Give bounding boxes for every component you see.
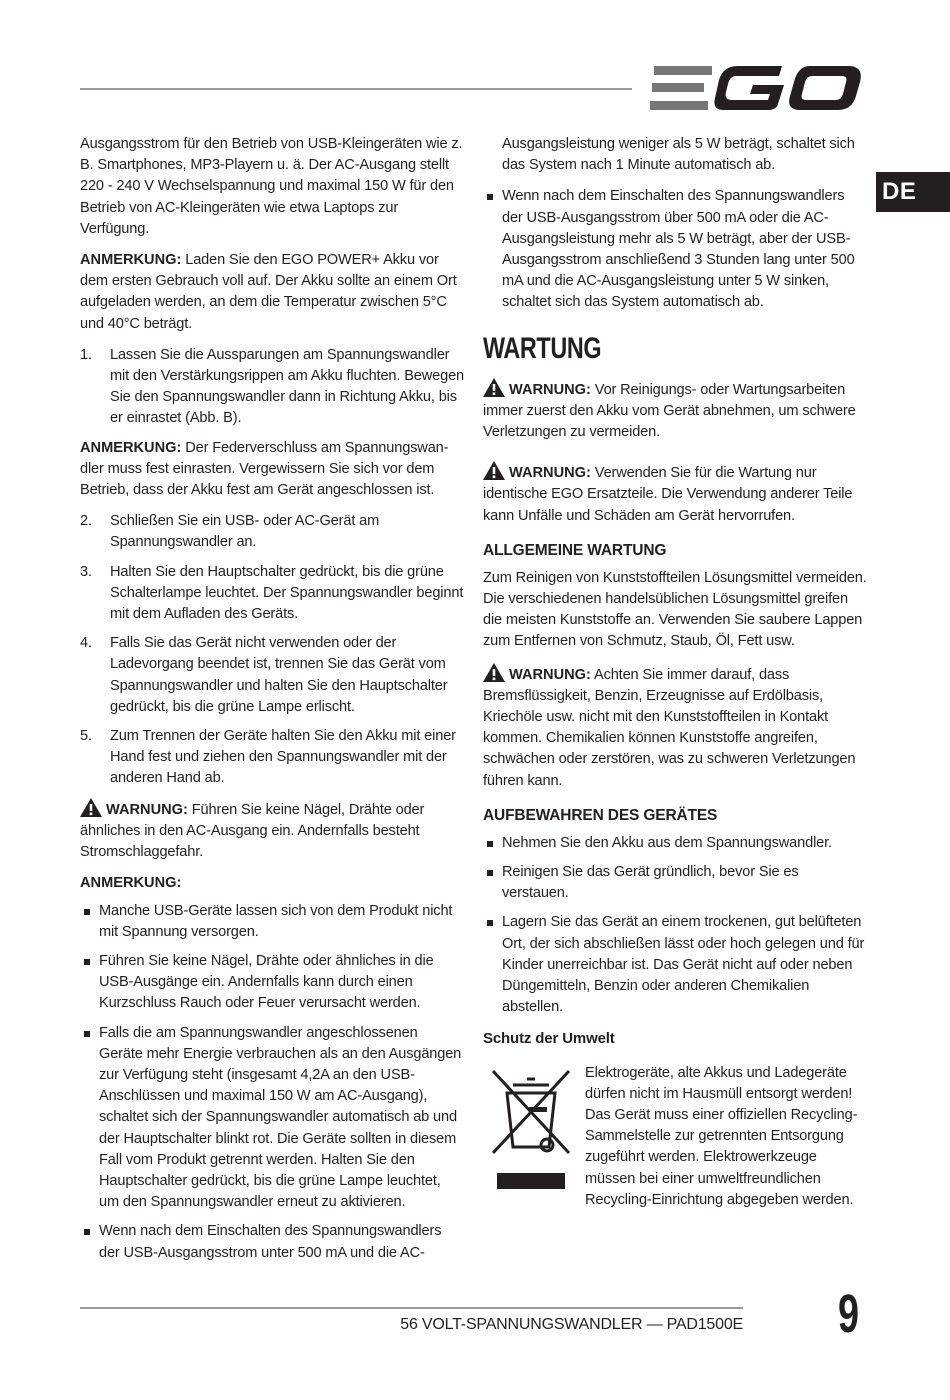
list-item: Reinigen Sie das Gerät gründlich, bevor Sie es verstauen. — [483, 862, 867, 904]
bullet-list — [483, 186, 867, 313]
warning-label: WARNUNG: — [509, 381, 591, 398]
list-item: Wenn nach dem Einschalten des Spannungswandlers der USB-Ausgangsstrom über 500 mA oder die AC-Ausgangsleistung mehr als 5 W beträgt, aber der USB-Ausgangsstrom anschließend 3 Stunden lang unter 500 mA und die AC-Ausgangsleistung unter 5 W sinken, schaltet sich das System automatisch ab. — [483, 186, 867, 313]
header-rule — [80, 88, 632, 90]
warning-text: Achten Sie immer darauf, dass Bremsflüssigkeit, Benzin, Erzeugnisse auf Erdölbasis, Kriechöle usw. nicht mit den Kunststoffteilen in Kontakt kommen. Chemikalien können Kunststoffe angreifen, schwächen oder zerstören, was zu schweren Verletzungen führen kann. — [483, 666, 856, 789]
warning-icon — [483, 663, 505, 682]
warning-paragraph — [483, 378, 867, 444]
note-label: ANMERKUNG: — [80, 252, 182, 269]
note-bullet-list — [80, 901, 464, 1264]
warning-text: Vor Reinigungs- oder Wartungsarbeiten immer zuerst den Akku vom Gerät abnehmen, um schwere Verletzungen zu vermeiden. — [483, 381, 856, 441]
list-item: Nehmen Sie den Akku aus dem Spannungswandler. — [483, 833, 867, 854]
warning-text: Verwenden Sie für die Wartung nur identische EGO Ersatzteile. Die Verwendung anderer Teile kann Unfälle und Schäden am Gerät hervorrufen. — [483, 465, 853, 524]
environment-block — [483, 1063, 867, 1211]
step-number: 4. — [80, 635, 92, 652]
step-number: 2. — [80, 513, 92, 530]
storage-heading: AUFBEWAHREN DES GERÄTES — [483, 806, 718, 824]
steps-list-first — [80, 345, 464, 430]
ego-logo — [650, 64, 862, 112]
warning-icon — [483, 461, 505, 480]
general-maintenance-text: Zum Reinigen von Kunststoffteilen Lösungsmittel vermeiden. Die verschiedenen handelsüblichen Lösungsmittel greifen die meisten Kunststoffe an. Verwenden Sie saubere Lappen zum Entfernen von Schmutz, Staub, Öl, Fett usw. — [483, 569, 867, 650]
page-number: 9 — [838, 1284, 860, 1344]
list-item: Führen Sie keine Nägel, Drähte oder ähnliches in die USB-Ausgänge ein. Andernfalls kann durch einen Kurzschluss Rauch oder Feuer verursacht werden. — [80, 951, 464, 1015]
note-text: Der Federverschluss am Spannungswandler muss fest einrasten. Vergewissern Sie sich vor dem Betrieb, dass der Akku fest am Gerät angeschlossen ist. — [80, 439, 449, 499]
list-item: Lagern Sie das Gerät an einem trockenen, gut belüfteten Ort, der sich abschließen lässt oder hoch gelegen und für Kinder unerreichbar ist. Das Gerät nicht auf oder neben Düngemitteln, Benzin oder anderen Chemikalien abstellen. — [483, 912, 867, 1018]
steps-list — [80, 511, 464, 789]
warning-label: WARNUNG: — [106, 801, 188, 818]
step-text: Halten Sie den Hauptschalter gedrückt, bis die grüne Schalterlampe leuchtet. Der Spannungswandler beginnt mit dem Aufladen des Geräts. — [110, 563, 464, 623]
right-column — [483, 134, 867, 1211]
warning-icon — [80, 798, 102, 817]
warning-paragraph — [80, 798, 464, 864]
note-label: ANMERKUNG: — [80, 875, 182, 892]
crossed-out-bin-icon — [483, 1063, 579, 1193]
list-item — [80, 726, 464, 790]
step-text: Zum Trennen der Geräte halten Sie den Akku mit einer Hand fest und ziehen den Spannungswandler mit der anderen Hand ab. — [110, 728, 456, 787]
list-item: Falls die am Spannungswandler angeschlossenen Geräte mehr Energie verbrauchen als an den Ausgängen zur Verfügung steht (insgesamt 4,2A an den USB-Anschlüssen und maximal 150 W am AC-Ausgang), schaltet sich der Spannungswandler automatisch ab und der Hauptschalter blinkt rot. Die Geräte sollten in diesem Fall vom Produkt getrennt werden. Halten Sie den Hauptschalter gedrückt, bis die grüne Lampe leuchtet, um den Spannungswandler erneut zu aktivieren. — [80, 1023, 464, 1214]
warning-text: Führen Sie keine Nägel, Drähte oder ähnliches in den AC-Ausgang ein. Andernfalls besteht Stromschlaggefahr. — [80, 801, 425, 861]
note-paragraph — [80, 438, 464, 502]
list-item — [80, 511, 464, 553]
list-item: Manche USB-Geräte lassen sich von dem Produkt nicht mit Spannung versorgen. — [80, 901, 464, 943]
intro-paragraph: Ausgangsstrom für den Betrieb von USB-Kleingeräten wie z. B. Smartphones, MP3-Playern u. ä. Der AC-Ausgang stellt 220 - 240 V Wechselspannung und maximal 150 W für den Betrieb von AC-Kleingeräten wie etwa Laptops zur Verfügung. — [80, 136, 463, 237]
warning-paragraph — [483, 461, 867, 527]
list-item — [80, 345, 464, 430]
note-paragraph — [80, 873, 464, 894]
step-text: Lassen Sie die Aussparungen am Spannungswandler mit den Verstärkungsrippen am Akku fluchten. Bewegen Sie den Spannungswandler dann in Richtung Akku, bis er einrastet (Abb. B). — [110, 346, 465, 427]
warning-icon — [483, 378, 505, 397]
warning-label: WARNUNG: — [509, 666, 591, 683]
note-text: Laden Sie den EGO POWER+ Akku vor dem ersten Gebrauch voll auf. Der Akku sollte an einem Ort aufgeladen werden, an dem die Temperatur zwischen 5°C und 40°C beträgt. — [80, 252, 457, 332]
storage-bullet-list — [483, 833, 867, 1019]
warning-label: WARNUNG: — [509, 465, 591, 482]
step-number: 5. — [80, 728, 92, 745]
language-tab: DE — [876, 172, 950, 212]
step-number: 3. — [80, 563, 92, 580]
bullet-continuation: Ausgangsleistung weniger als 5 W beträgt, schaltet sich das System nach 1 Minute automatisch ab. — [502, 136, 855, 174]
list-item: Wenn nach dem Einschalten des Spannungswandlers der USB-Ausgangsstrom unter 500 mA und die AC- — [80, 1221, 464, 1263]
environment-text: Elektrogeräte, alte Akkus und Ladegeräte dürfen nicht im Hausmüll entsorgt werden! Das Gerät muss einer offiziellen Recycling-Sammelstelle zur getrennten Entsorgung zugeführt werden. Elektrowerkzeuge müssen bei einer umweltfreundlichen Recycling-Einrichtung abgegeben werden. — [585, 1064, 858, 1208]
section-title: WARTUNG — [483, 331, 602, 365]
list-item — [80, 633, 464, 718]
list-item — [80, 562, 464, 626]
environment-heading: Schutz der Umwelt — [483, 1029, 615, 1047]
step-text: Falls Sie das Gerät nicht verwenden oder der Ladevorgang beendet ist, trennen Sie das Gerät vom Spannungswandler und halten Sie den Hauptschalter gedrückt, bis die grüne Lampe erlischt. — [110, 635, 448, 715]
general-maintenance-heading: ALLGEMEINE WARTUNG — [483, 541, 667, 559]
left-column — [80, 134, 464, 1272]
step-number: 1. — [80, 346, 92, 363]
footer-rule — [80, 1307, 743, 1309]
footer-product-title: 56 VOLT-SPANNUNGSWANDLER — PAD1500E — [400, 1316, 743, 1333]
warning-paragraph — [483, 663, 867, 792]
note-paragraph — [80, 250, 464, 335]
note-label: ANMERKUNG: — [80, 439, 182, 456]
step-text: Schließen Sie ein USB- oder AC-Gerät am Spannungswandler an. — [110, 513, 380, 551]
